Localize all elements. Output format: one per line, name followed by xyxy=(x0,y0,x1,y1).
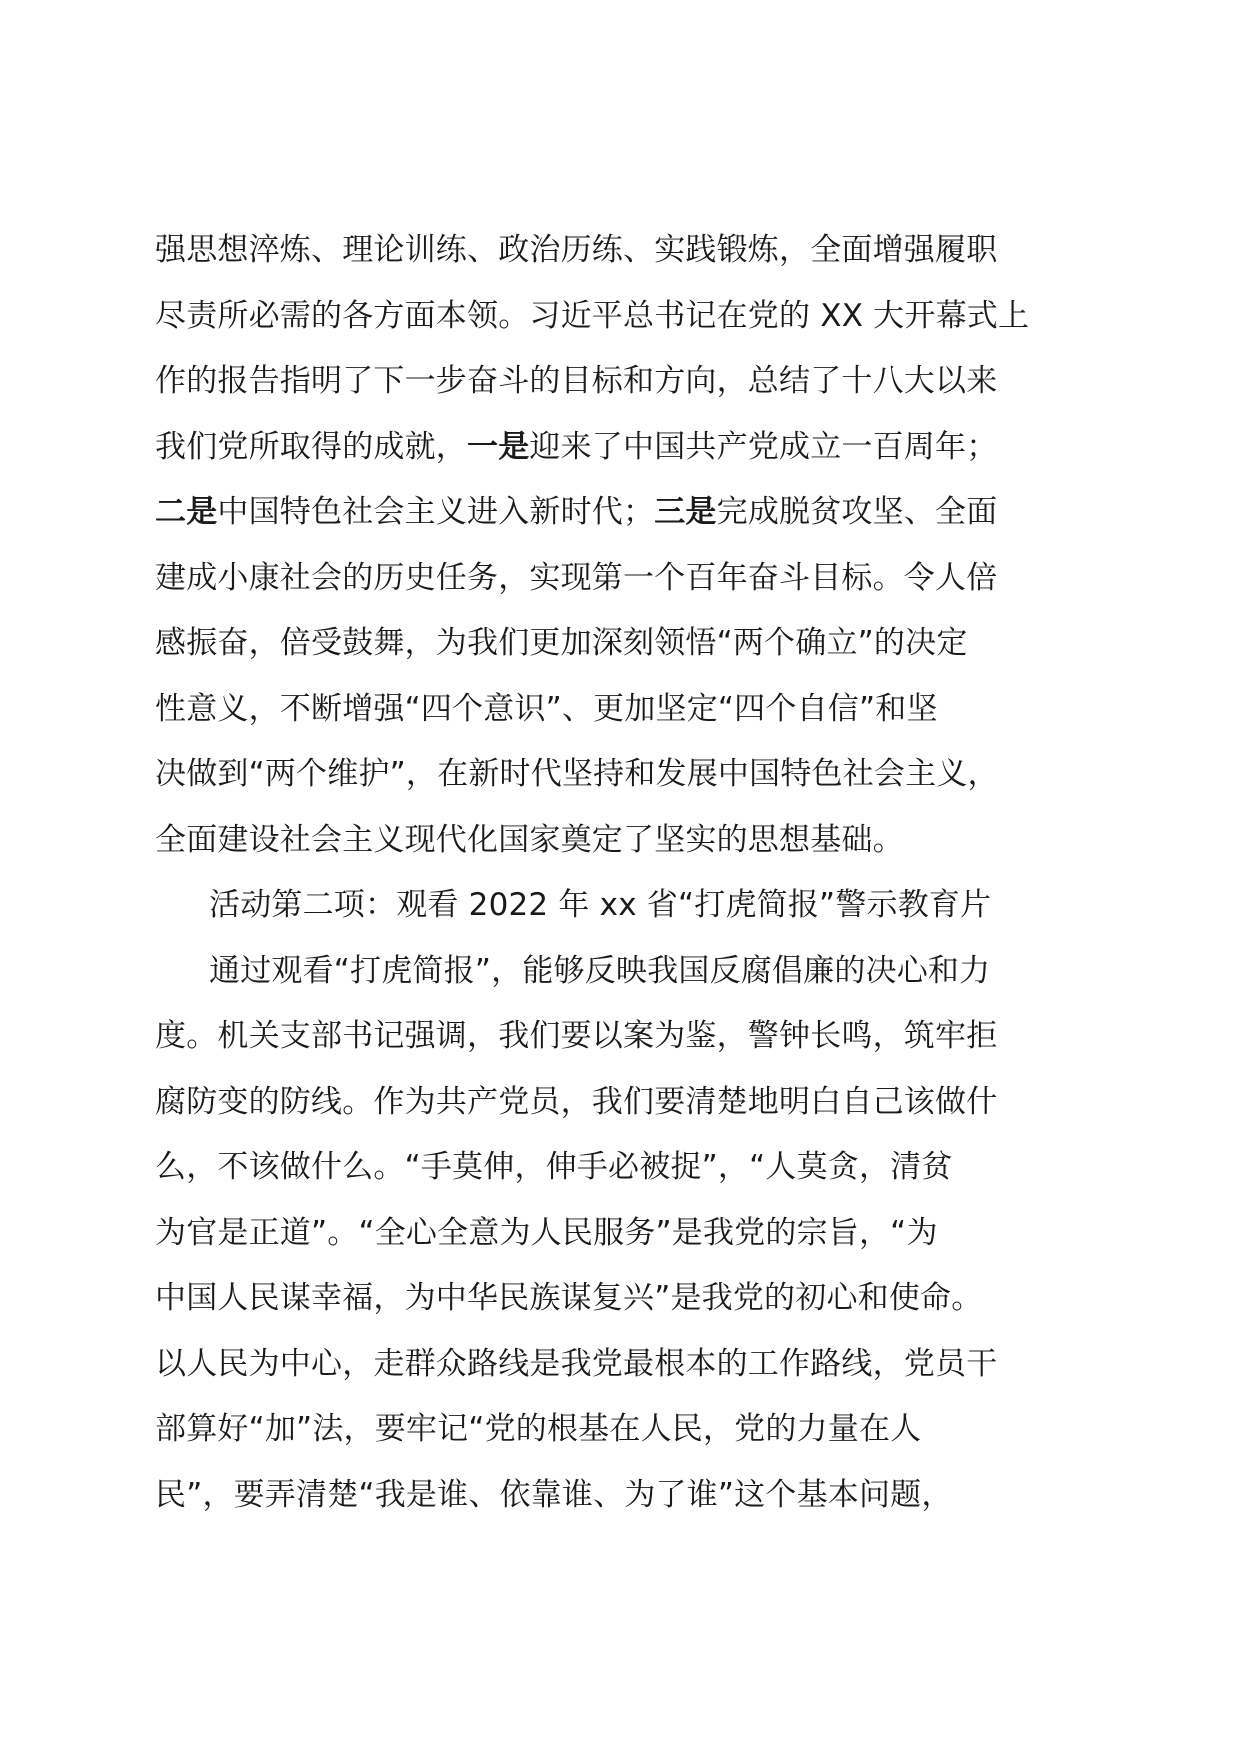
emphasis-ershi: 二是 xyxy=(155,494,218,530)
emphasis-sanshi: 三是 xyxy=(654,494,717,530)
text-line-1: 强思想淬炼、理论训练、政治历练、实践锻炼，全面增强履职 xyxy=(155,232,998,268)
text-line-16: 为官是正道”。“全心全意为人民服务”是我党的宗旨，“为 xyxy=(155,1214,938,1251)
text-line-20: 民”，要弄清楚“我是谁、依靠谁、为了谁”这个基本问题， xyxy=(155,1476,953,1513)
text-line-10: 全面建设社会主义现代化国家奠定了坚实的思想基础。 xyxy=(155,821,904,858)
text-line-5 xyxy=(155,480,1095,546)
text-line-4 xyxy=(155,415,1095,481)
text-line-13: 度。机关支部书记强调，我们要以案为鉴，警钟长鸣，筑牢拒 xyxy=(155,1018,998,1054)
text-line-5-end: 完成脱贫攻坚、全面 xyxy=(716,494,998,530)
text-line-12: 通过观看“打虎简报”，能够反映我国反腐倡廉的决心和力 xyxy=(209,952,991,989)
text-line-6: 建成小康社会的历史任务，实现第一个百年奋斗目标。令人倍 xyxy=(155,559,998,596)
body-text xyxy=(155,218,1095,1528)
text-line-15: 么，不该做什么。“手莫伸，伸手必被捉”，“人莫贪，清贫 xyxy=(155,1149,953,1185)
section-heading: 活动第二项：观看 2022 年 xx 省“打虎简报”警示教育片 xyxy=(209,887,992,923)
text-line-19: 部算好“加”法，要牢记“党的根基在人民，党的力量在人 xyxy=(155,1411,922,1447)
text-line-18: 以人民为中心，走群众路线是我党最根本的工作路线，党员干 xyxy=(155,1345,998,1382)
text-line-7: 感振奋，倍受鼓舞，为我们更加深刻领悟“两个确立”的决定 xyxy=(155,625,968,661)
text-line-14: 腐防变的防线。作为共产党员，我们要清楚地明白自己该做什 xyxy=(155,1083,998,1120)
text-line-17: 中国人民谋幸福，为中华民族谋复兴”是我党的初心和使命。 xyxy=(155,1280,983,1316)
emphasis-yishi: 一是 xyxy=(467,428,530,465)
text-line-4-end: 迎来了中国共产党成立一百周年； xyxy=(529,428,998,465)
text-line-3: 作的报告指明了下一步奋斗的目标和方向，总结了十八大以来 xyxy=(155,363,998,399)
text-line-8: 性意义，不断增强“四个意识”、更加坚定“四个自信”和坚 xyxy=(155,690,938,727)
text-line-5-middle: 中国特色社会主义进入新时代； xyxy=(217,494,655,530)
text-line-2: 尽责所必需的各方面本领。习近平总书记在党的 XX 大开幕式上 xyxy=(155,297,1030,334)
text-line-9: 决做到“两个维护”，在新时代坚持和发展中国特色社会主义， xyxy=(155,756,999,792)
text-line-4-start: 我们党所取得的成就， xyxy=(155,428,467,465)
